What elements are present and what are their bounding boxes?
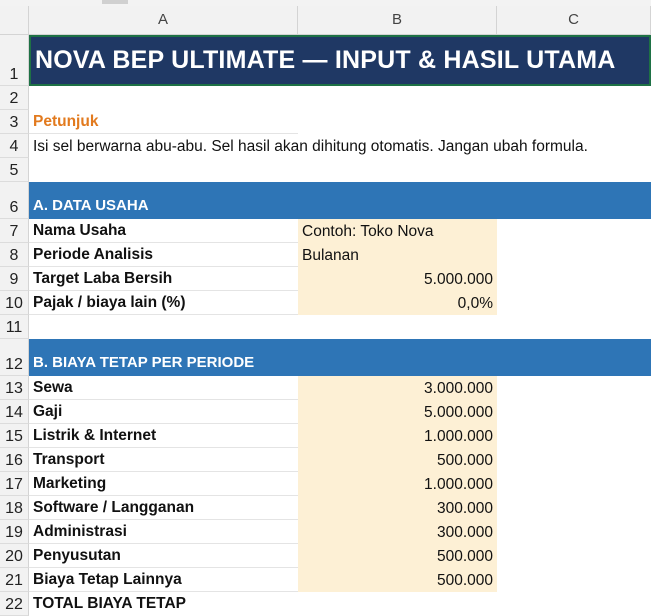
sheet-row-14 — [0, 400, 651, 424]
input-cell[interactable]: 1.000.000 — [298, 424, 497, 448]
column-header-a[interactable]: A — [29, 6, 298, 34]
sheet-row-1 — [0, 35, 651, 86]
sheet-row-20 — [0, 544, 651, 568]
label-cell[interactable]: Periode Analisis — [29, 243, 298, 267]
row-header[interactable]: 13 — [0, 376, 29, 400]
input-cell[interactable]: 1.000.000 — [298, 472, 497, 496]
sheet-row-3 — [0, 110, 651, 134]
row-header[interactable]: 11 — [0, 315, 29, 339]
input-cell[interactable]: 500.000 — [298, 448, 497, 472]
input-cell[interactable]: 500.000 — [298, 544, 497, 568]
sheet-row-7 — [0, 219, 651, 243]
tab-indicator — [102, 0, 128, 4]
column-header-b[interactable]: B — [298, 6, 497, 34]
sheet-row-17 — [0, 472, 651, 496]
instructions-text[interactable]: Isi sel berwarna abu-abu. Sel hasil akan dihitung otomatis. Jangan ubah formula. — [33, 138, 588, 155]
sheet-grid — [0, 35, 651, 616]
sheet-row-18 — [0, 496, 651, 520]
row-header[interactable]: 5 — [0, 158, 29, 182]
row-header[interactable]: 8 — [0, 243, 29, 267]
column-header-bar — [0, 6, 651, 35]
instructions-heading[interactable]: Petunjuk — [29, 110, 298, 134]
label-cell[interactable]: Marketing — [29, 472, 298, 496]
label-cell[interactable]: Administrasi — [29, 520, 298, 544]
sheet-row-10 — [0, 291, 651, 315]
cell-a2[interactable] — [29, 86, 298, 110]
total-fixed-cost-label[interactable]: TOTAL BIAYA TETAP — [33, 595, 187, 612]
sheet-row-13 — [0, 376, 651, 400]
row-header[interactable]: 19 — [0, 520, 29, 544]
label-cell[interactable]: Pajak / biaya lain (%) — [29, 291, 298, 315]
sheet-row-9 — [0, 267, 651, 291]
row-header[interactable]: 7 — [0, 219, 29, 243]
input-cell[interactable]: 500.000 — [298, 568, 497, 592]
sheet-row-5 — [0, 158, 651, 182]
sheet-row-19 — [0, 520, 651, 544]
input-cell[interactable]: 300.000 — [298, 520, 497, 544]
sheet-row-8 — [0, 243, 651, 267]
label-cell[interactable]: Software / Langganan — [29, 496, 298, 520]
label-cell[interactable]: Penyusutan — [29, 544, 298, 568]
sheet-row-16 — [0, 448, 651, 472]
input-cell[interactable]: Bulanan — [298, 243, 497, 267]
sheet-row-4 — [0, 134, 651, 158]
row-header[interactable]: 15 — [0, 424, 29, 448]
input-cell[interactable]: 5.000.000 — [298, 400, 497, 424]
input-cell[interactable]: 5.000.000 — [298, 267, 497, 291]
sheet-row-15 — [0, 424, 651, 448]
column-header-c[interactable]: C — [497, 6, 651, 34]
row-header[interactable]: 22 — [0, 592, 29, 616]
input-cell[interactable]: 300.000 — [298, 496, 497, 520]
label-cell[interactable]: Biaya Tetap Lainnya — [29, 568, 298, 592]
input-cell[interactable]: 0,0% — [298, 291, 497, 315]
row-header[interactable]: 12 — [0, 339, 29, 376]
sheet-row-22 — [0, 592, 651, 616]
sheet-row-2 — [0, 86, 651, 110]
row-header[interactable]: 6 — [0, 182, 29, 219]
label-cell[interactable]: Listrik & Internet — [29, 424, 298, 448]
label-cell[interactable]: Nama Usaha — [29, 219, 298, 243]
select-all-corner[interactable] — [0, 6, 29, 34]
row-header[interactable]: 3 — [0, 110, 29, 134]
row-header[interactable]: 4 — [0, 134, 29, 158]
section-a-header[interactable]: A. DATA USAHA — [29, 182, 651, 219]
sheet-row-6 — [0, 182, 651, 219]
sheet-row-11 — [0, 315, 651, 339]
row-header[interactable]: 20 — [0, 544, 29, 568]
title-cell[interactable]: NOVA BEP ULTIMATE — INPUT & HASIL UTAMA — [29, 35, 651, 86]
label-cell[interactable]: Sewa — [29, 376, 298, 400]
row-header[interactable]: 16 — [0, 448, 29, 472]
row-header[interactable]: 10 — [0, 291, 29, 315]
row-header[interactable]: 9 — [0, 267, 29, 291]
row-header[interactable]: 18 — [0, 496, 29, 520]
row-header[interactable]: 1 — [0, 35, 29, 86]
sheet-row-21 — [0, 568, 651, 592]
section-b-header[interactable]: B. BIAYA TETAP PER PERIODE — [29, 339, 651, 376]
sheet-row-12 — [0, 339, 651, 376]
row-header[interactable]: 17 — [0, 472, 29, 496]
label-cell[interactable]: Target Laba Bersih — [29, 267, 298, 291]
input-cell[interactable]: 3.000.000 — [298, 376, 497, 400]
input-cell[interactable]: Contoh: Toko Nova — [298, 219, 497, 243]
row-header[interactable]: 21 — [0, 568, 29, 592]
row-header[interactable]: 2 — [0, 86, 29, 110]
row-header[interactable]: 14 — [0, 400, 29, 424]
label-cell[interactable]: Gaji — [29, 400, 298, 424]
label-cell[interactable]: Transport — [29, 448, 298, 472]
